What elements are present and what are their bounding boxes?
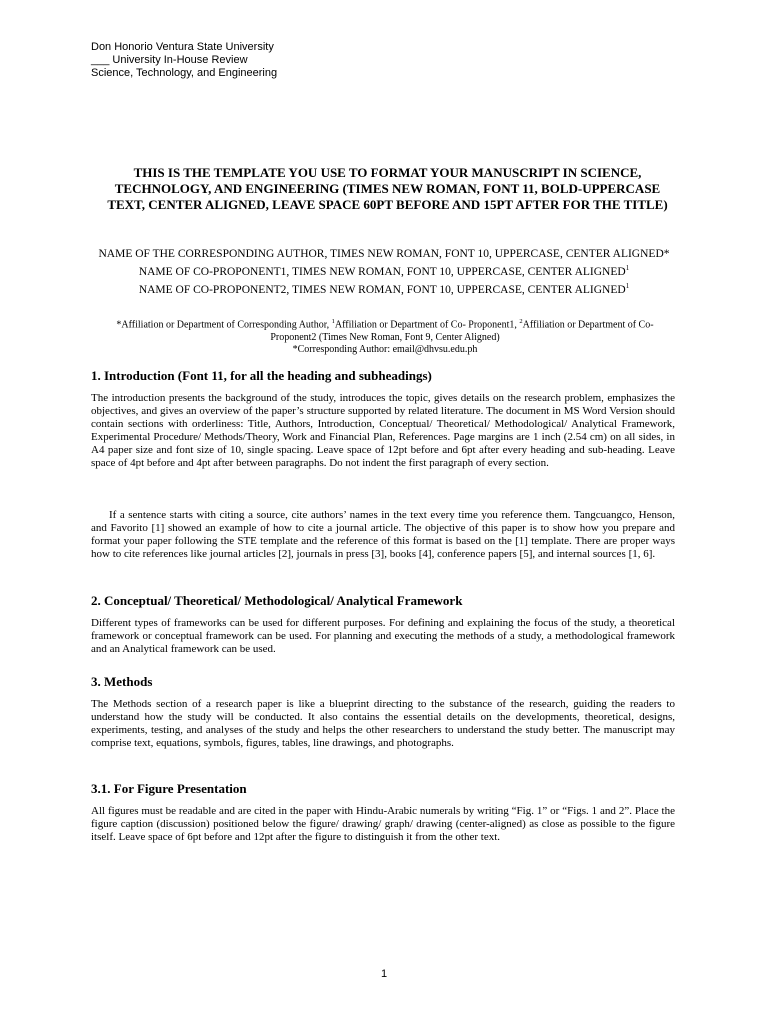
section-1-paragraph-2: If a sentence starts with citing a source, cite authors’ names in the text every time you reference them. Tangcuangco, Henson, and Favorito [1] showed an example of how to cite a journal article. The objective of this paper is to show how you prepare and format your paper following the STE template and the reference of this format is based on the [1] template. There are proper ways how to cite references like journal articles [2], journals in press [3], books [4], conference papers [5], and internal sources [1, 6].	[91, 509, 675, 561]
author-block	[94, 247, 674, 297]
co-proponent-1-sup: 1	[625, 264, 630, 272]
affiliation-part1: *Affiliation or Department of Corresponding Author,	[116, 319, 332, 331]
co-proponent-2-text: NAME OF CO-PROPONENT2, TIMES NEW ROMAN, FONT 10, UPPERCASE, CENTER ALIGNED	[138, 283, 626, 296]
section-1-heading: 1. Introduction (Font 11, for all the heading and subheadings)	[91, 368, 432, 383]
university-name: Don Honorio Ventura State University	[91, 41, 274, 53]
co-proponent-1	[94, 261, 674, 279]
section-1-paragraph-1: The introduction presents the background of the study, introduces the topic, gives details on the research problem, emphasizes the objectives, and gives an overview of the paper’s structure supported by related literature. The document in MS Word Version should contain sections with orderliness: Title, Authors, Introduction, Conceptual/ Theoretical/ Methodological/ Analytical Framework, Experimental Procedure/ Methods/Theory, Work and Financial Plan, References. Page margins are 1 inch (2.54 cm) on all sides, in A4 paper size and font size of 10, single spacing. Leave space of 12pt before and 6pt after every heading and sub-heading. Leave space of 4pt before and 4pt after between paragraphs. Do not indent the first paragraph of every section.	[91, 392, 675, 470]
affiliation-sup1: 1	[331, 318, 335, 325]
page-number: 1	[380, 968, 388, 980]
co-proponent-1-text: NAME OF CO-PROPONENT1, TIMES NEW ROMAN, FONT 10, UPPERCASE, CENTER ALIGNED	[138, 265, 626, 278]
corresponding-email: *Corresponding Author: email@dhvsu.edu.ph	[292, 344, 478, 356]
review-line: ___ University In-House Review	[91, 54, 248, 66]
section-2-paragraph-1: Different types of frameworks can be used for different purposes. For defining and explaining the focus of the study, a theoretical framework or conceptual framework can be used. For planning and executing the methods of a study, a methodological framework and an Analytical framework can be used.	[91, 617, 675, 656]
co-proponent-2-sup: 1	[625, 281, 630, 290]
document-header	[91, 41, 651, 80]
co-proponent-2	[94, 279, 674, 297]
corresponding-author: NAME OF THE CORRESPONDING AUTHOR, TIMES NEW ROMAN, FONT 10, UPPERCASE, CENTER ALIGNED*	[98, 248, 670, 260]
affiliation-part3: Affiliation or Department of Co- Proponent2 (Times New Roman, Font 9, Center Aligned)	[270, 319, 654, 343]
section-2-heading: 2. Conceptual/ Theoretical/ Methodological/ Analytical Framework	[91, 593, 463, 608]
affiliation-sup2: 2	[519, 318, 523, 325]
affiliation-line	[100, 316, 670, 344]
section-3-1-paragraph-1: All figures must be readable and are cited in the paper with Hindu-Arabic numerals by writing “Fig. 1” or “Figs. 1 and 2”. Place the figure caption (discussion) positioned below the figure/ drawing/ graph/ drawing (center-aligned) as close as possible to the figure itself. Leave space of 6pt before and 12pt after the figure to distinguish it from the other text.	[91, 805, 675, 844]
section-3-heading: 3. Methods	[91, 674, 153, 689]
section-3-1-heading: 3.1. For Figure Presentation	[91, 781, 247, 796]
field-line: Science, Technology, and Engineering	[91, 67, 278, 79]
affiliation-block	[100, 316, 670, 357]
section-3-paragraph-1: The Methods section of a research paper is like a blueprint directing to the substance of the research, guiding the readers to understand how the study will be conducted. It also contains the essential details on the developments, theoretical, designs, experiments, testing, and analyses of the study and helps the other researchers to understand the study better. The manuscript may comprise text, equations, symbols, figures, tables, line drawings, and photographs.	[91, 698, 675, 750]
paper-title: THIS IS THE TEMPLATE YOU USE TO FORMAT YOUR MANUSCRIPT IN SCIENCE, TECHNOLOGY, AND ENGINEERING (TIMES NEW ROMAN, FONT 11, BOLD-UPPERCASE TEXT, CENTER ALIGNED, LEAVE SPACE 60PT BEFORE AND 15PT AFTER FOR THE TITLE)	[107, 165, 668, 212]
affiliation-part2: Affiliation or Department of Co- Proponent1,	[334, 319, 520, 331]
